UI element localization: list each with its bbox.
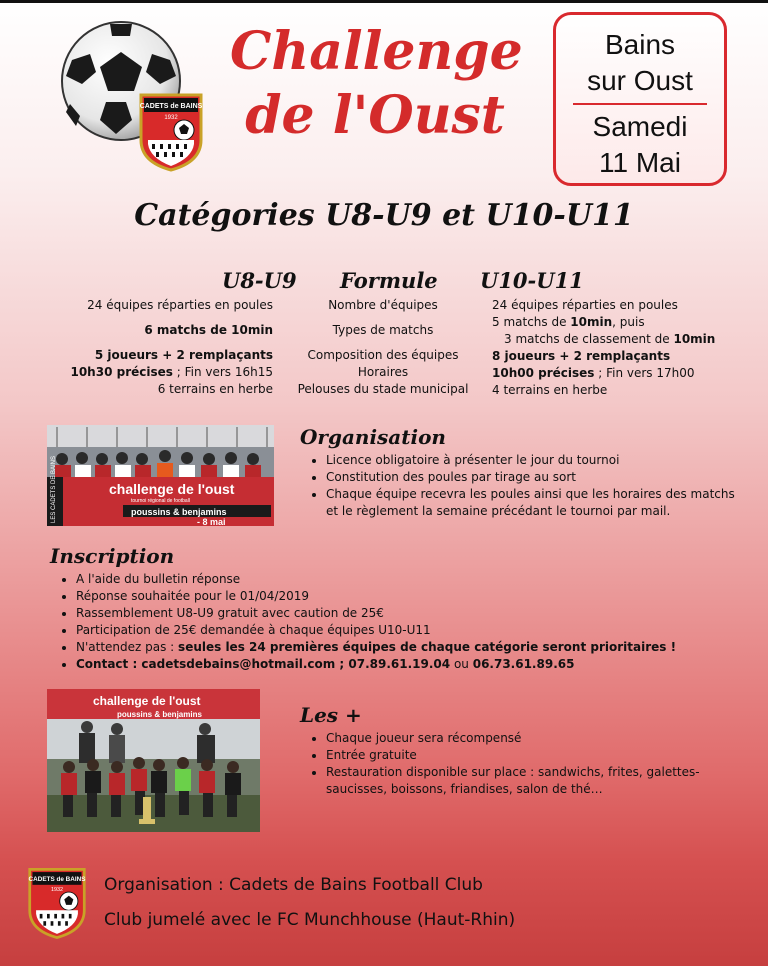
svg-text:CADETS de BAINS: CADETS de BAINS (139, 103, 203, 110)
les-plus-list (308, 730, 766, 798)
u8-end: ; Fin vers 16h15 (172, 365, 273, 379)
svg-text:challenge de l'oust: challenge de l'oust (93, 694, 201, 708)
u10-players: 8 joueurs + 2 remplaçants (492, 349, 671, 363)
club-badge-icon (27, 866, 87, 940)
u10-teams: 24 équipes réparties en poules (492, 298, 678, 312)
organisation-title: Organisation (300, 425, 446, 449)
categories-title: Catégories U8-U9 et U10-U11 (134, 198, 634, 233)
list-item: • Chaque équipe recevra les poules ainsi que les horaires des matchs et le règlement la semaine précédant le tournoi par mail. (326, 486, 766, 520)
list-item: • N'attendez pas : seules les 24 premières équipes de chaque catégorie seront prioritaires ! (76, 639, 756, 656)
date-separator (573, 103, 707, 105)
list-item: • Restauration disponible sur place : sandwichs, frites, galettes- saucisses, boissons, friandises, salon de thé… (326, 764, 766, 798)
u10-fields: 4 terrains en herbe (492, 383, 608, 397)
column-title-u10-u11: U10-U11 (480, 268, 584, 293)
svg-text:1932: 1932 (50, 887, 64, 894)
u8-players: 5 joueurs + 2 remplaçants (94, 348, 273, 362)
list-item: • Constitution des poules par tirage au sort (326, 469, 766, 486)
list-item: • Entrée gratuite (326, 747, 766, 764)
svg-text:challenge de l'oust: challenge de l'oust (109, 481, 235, 497)
column-title-formule: Formule (340, 268, 438, 293)
event-title-line1: Challenge (230, 21, 523, 82)
svg-text:1932: 1932 (164, 115, 178, 121)
location-line1: Bains (604, 29, 676, 60)
club-badge-icon (138, 92, 204, 172)
event-title (230, 20, 523, 148)
location-line2: sur Oust (587, 65, 693, 96)
date-day: Samedi (592, 111, 688, 142)
u8-times (60, 364, 273, 381)
u10-classement: 3 matchs de classement de 10min (504, 332, 716, 346)
date-month: Mai (628, 147, 681, 178)
svg-text:poussins & benjamins: poussins & benjamins (131, 507, 227, 517)
u8-fields: 6 terrains en herbe (157, 382, 273, 396)
organisation-list (308, 452, 766, 520)
date-number: 11 (599, 147, 629, 178)
top-border (0, 0, 768, 3)
list-item: • Rassemblement U8-U9 gratuit avec caution de 25€ (76, 605, 756, 622)
list-item: • Chaque joueur sera récompensé (326, 730, 766, 747)
list-item: • A l'aide du bulletin réponse (76, 571, 756, 588)
footer-twinning: Club jumelé avec le FC Munchhouse (Haut-Rhin) (104, 910, 516, 930)
column-formule (283, 297, 483, 398)
u8-start: 10h30 précises (70, 365, 173, 379)
team-photo-trophy (47, 689, 260, 832)
date-line (556, 145, 724, 181)
list-item: • Participation de 25€ demandée à chaque équipes U10-U11 (76, 622, 756, 639)
u8-teams: 24 équipes réparties en poules (87, 298, 273, 312)
column-u10-u11 (492, 297, 742, 399)
date-location-box (553, 12, 727, 186)
svg-text:poussins & benjamins: poussins & benjamins (117, 710, 202, 719)
svg-text:- 8 mai: - 8 mai (197, 517, 226, 526)
svg-text:CADETS de BAINS: CADETS de BAINS (28, 876, 86, 884)
u10-matches: 5 matchs de 10min, puis (492, 315, 645, 329)
svg-text:tournoi régional de football: tournoi régional de football (131, 498, 190, 504)
inscription-title: Inscription (50, 544, 175, 568)
column-title-u8-u9: U8-U9 (222, 268, 297, 293)
inscription-list (58, 571, 756, 673)
footer-organisation: Organisation : Cadets de Bains Football Club (104, 875, 483, 895)
list-item: • Réponse souhaitée pour le 01/04/2019 (76, 588, 756, 605)
formule-matches: Types de matchs (332, 323, 434, 337)
les-plus-title: Les + (300, 703, 362, 727)
formule-teams: Nombre d'équipes (328, 298, 438, 312)
formule-hours: Horaires (357, 365, 409, 379)
team-photo-banner (47, 425, 274, 526)
list-item: • Contact : cadetsdebains@hotmail.com ; 07.89.61.19.04 ou 06.73.61.89.65 (76, 656, 756, 673)
column-u8-u9 (60, 297, 273, 398)
list-item: • Licence obligatoire à présenter le jour du tournoi (326, 452, 766, 469)
u10-times: 10h00 précises ; Fin vers 17h00 (492, 366, 695, 380)
svg-text:LES CADETS DE BAINS: LES CADETS DE BAINS (51, 455, 57, 523)
formule-fields: Pelouses du stade municipal (297, 382, 469, 396)
formule-composition: Composition des équipes (307, 348, 459, 362)
event-title-line2: de l'Oust (245, 85, 505, 146)
u8-matches: 6 matchs de 10min (144, 323, 273, 337)
